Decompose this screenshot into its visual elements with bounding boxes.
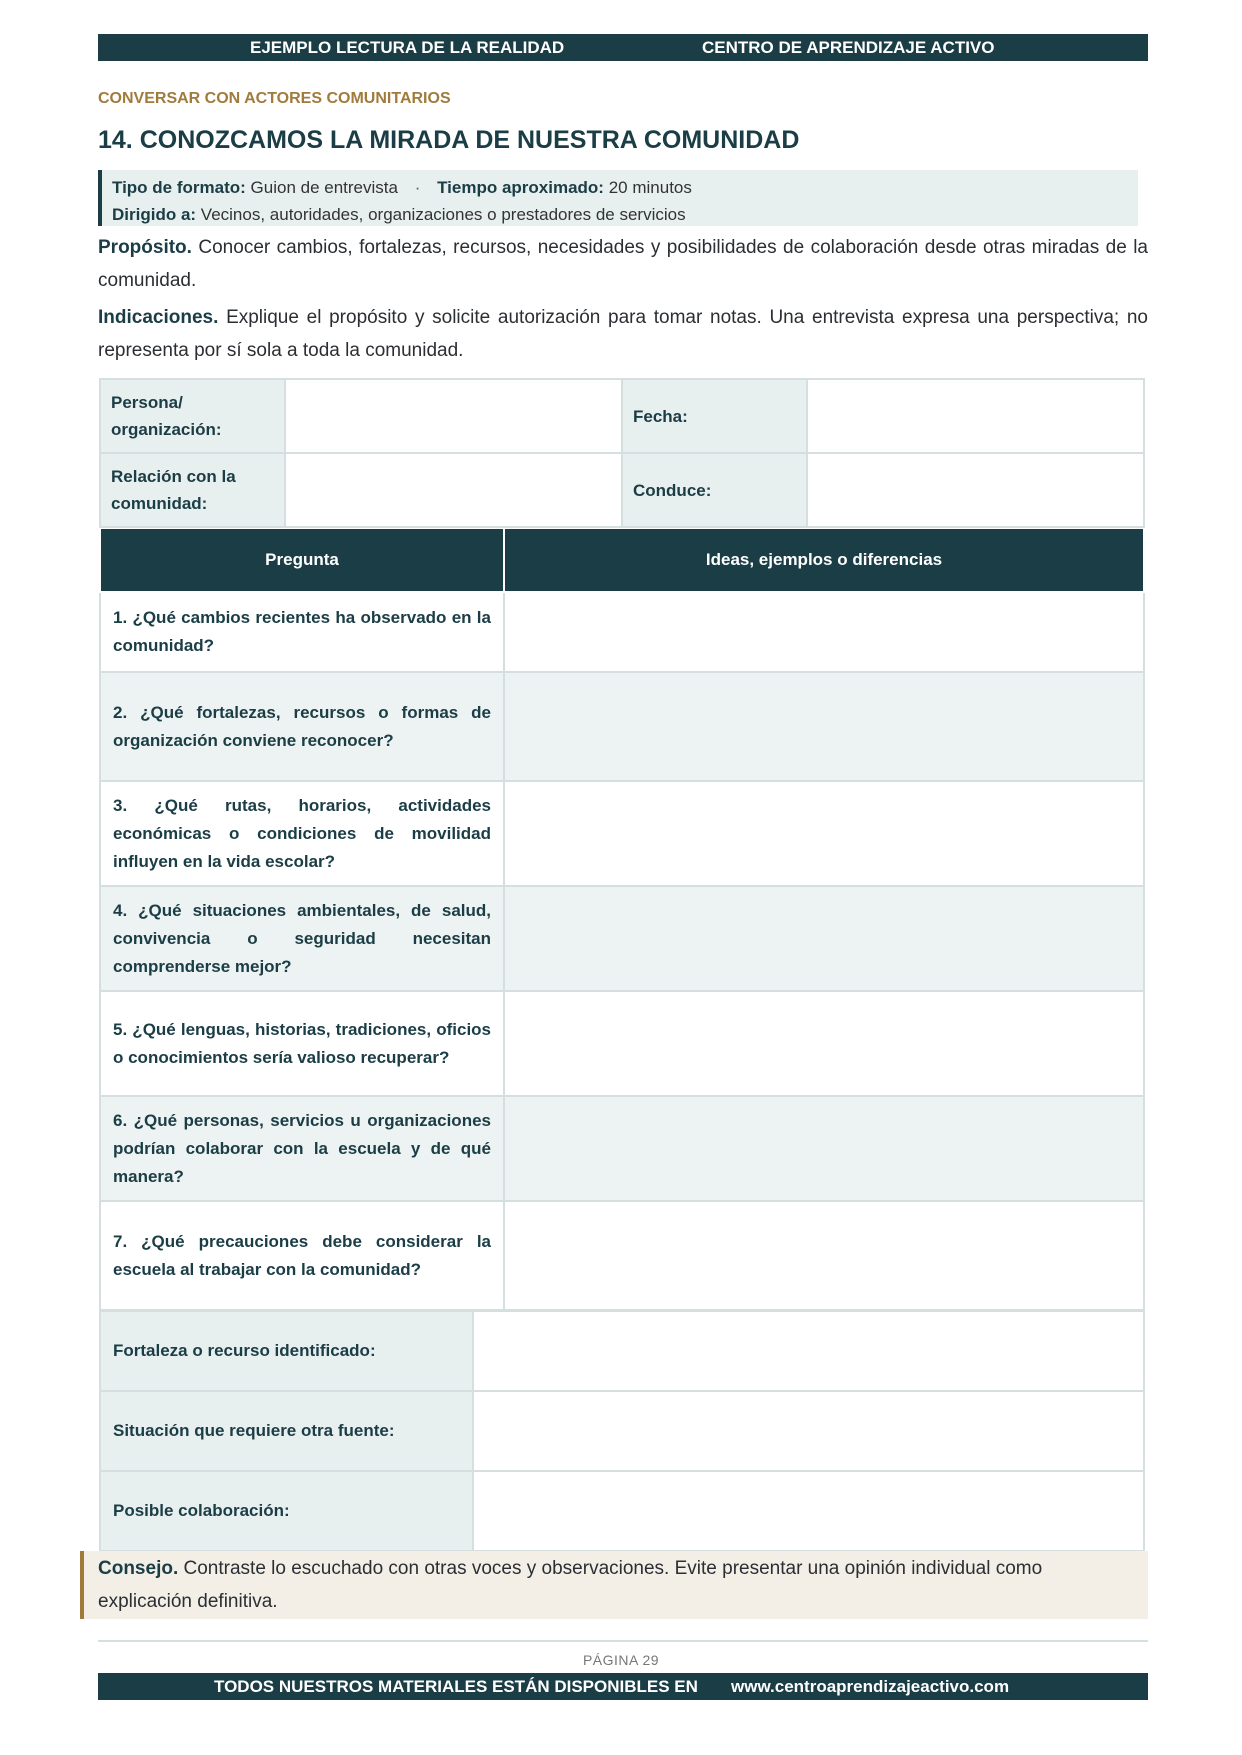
persona-field[interactable] [285, 379, 622, 453]
pregunta-header: Pregunta [100, 529, 504, 592]
conduce-label: Conduce: [622, 453, 807, 527]
section-label: CONVERSAR CON ACTORES COMUNITARIOS [98, 90, 451, 107]
question-1: 1. ¿Qué cambios recientes ha observado en la comunidad? [100, 592, 504, 672]
conduce-field[interactable] [807, 453, 1144, 527]
answer-field-7[interactable] [504, 1201, 1144, 1310]
separator-dot: · [414, 178, 421, 197]
question-6: 6. ¿Qué personas, servicios u organizaciones podrían colaborar con la escuela y de qué manera? [100, 1096, 504, 1201]
fecha-label: Fecha: [622, 379, 807, 453]
proposito-text: Conocer cambios, fortalezas, recursos, necesidades y posibilidades de colaboración desde otras miradas de la comunidad. [98, 237, 1148, 291]
tipo-label: Tipo de formato: [112, 178, 246, 197]
summary-table [99, 1310, 1145, 1552]
relacion-label: Relación con la comunidad: [100, 453, 285, 527]
indicaciones-label: Indicaciones. [98, 307, 219, 328]
situacion-field[interactable] [473, 1391, 1144, 1471]
tipo-value: Guion de entrevista [250, 178, 398, 197]
colaboracion-label: Posible colaboración: [100, 1471, 473, 1551]
consejo-label: Consejo. [98, 1558, 179, 1579]
format-info-box [98, 170, 1138, 226]
page-title: 14. CONOZCAMOS LA MIRADA DE NUESTRA COMUNIDAD [98, 126, 800, 154]
question-2: 2. ¿Qué fortalezas, recursos o formas de organización conviene reconocer? [100, 672, 504, 781]
answer-field-1[interactable] [504, 592, 1144, 672]
answer-field-2[interactable] [504, 672, 1144, 781]
format-info-line-1 [112, 174, 1128, 201]
persona-label: Persona/ organización: [100, 379, 285, 453]
consejo-box [80, 1551, 1148, 1619]
header-left-text: EJEMPLO LECTURA DE LA REALIDAD [250, 37, 565, 57]
question-7: 7. ¿Qué precauciones debe considerar la escuela al trabajar con la comunidad? [100, 1201, 504, 1310]
question-3: 3. ¿Qué rutas, horarios, actividades económicas o condiciones de movilidad influyen en la vida escolar? [100, 781, 504, 886]
question-4: 4. ¿Qué situaciones ambientales, de salud, convivencia o seguridad necesitan comprenderse mejor? [100, 886, 504, 991]
situacion-label: Situación que requiere otra fuente: [100, 1391, 473, 1471]
answer-field-6[interactable] [504, 1096, 1144, 1201]
header-bar [98, 34, 1148, 61]
consejo-text: Contraste lo escuchado con otras voces y observaciones. Evite presentar una opinión individual como explicación definitiva. [98, 1558, 1043, 1612]
colaboracion-field[interactable] [473, 1471, 1144, 1551]
footer-divider [98, 1640, 1148, 1642]
fortaleza-label: Fortaleza o recurso identificado: [100, 1311, 473, 1391]
dirigido-label: Dirigido a: [112, 205, 197, 224]
question-5: 5. ¿Qué lenguas, historias, tradiciones, oficios o conocimientos sería valioso recuperar? [100, 991, 504, 1096]
tiempo-label: Tiempo aproximado: [437, 178, 604, 197]
footer-left-text: TODOS NUESTROS MATERIALES ESTÁN DISPONIBLES EN [214, 1677, 698, 1696]
dirigido-value: Vecinos, autoridades, organizaciones o prestadores de servicios [200, 205, 686, 224]
format-info-line-2 [112, 201, 1128, 228]
fecha-field[interactable] [807, 379, 1144, 453]
indicaciones-paragraph [98, 301, 1148, 367]
answer-field-3[interactable] [504, 781, 1144, 886]
proposito-paragraph [98, 231, 1148, 297]
page-number: PÁGINA 29 [582, 1652, 660, 1668]
footer-website-link[interactable]: www.centroaprendizajeactivo.com [731, 1677, 1010, 1696]
relacion-field[interactable] [285, 453, 622, 527]
interview-meta-table [99, 378, 1145, 528]
ideas-header: Ideas, ejemplos o diferencias [504, 529, 1144, 592]
answer-field-4[interactable] [504, 886, 1144, 991]
footer-bar [98, 1673, 1148, 1700]
header-right-text: CENTRO DE APRENDIZAJE ACTIVO [702, 37, 995, 57]
indicaciones-text: Explique el propósito y solicite autorización para tomar notas. Una entrevista expresa una perspectiva; no representa por sí sola a toda la comunidad. [98, 307, 1148, 361]
tiempo-value: 20 minutos [608, 178, 692, 197]
answer-field-5[interactable] [504, 991, 1144, 1096]
proposito-label: Propósito. [98, 237, 192, 258]
questions-table [99, 529, 1145, 1311]
fortaleza-field[interactable] [473, 1311, 1144, 1391]
